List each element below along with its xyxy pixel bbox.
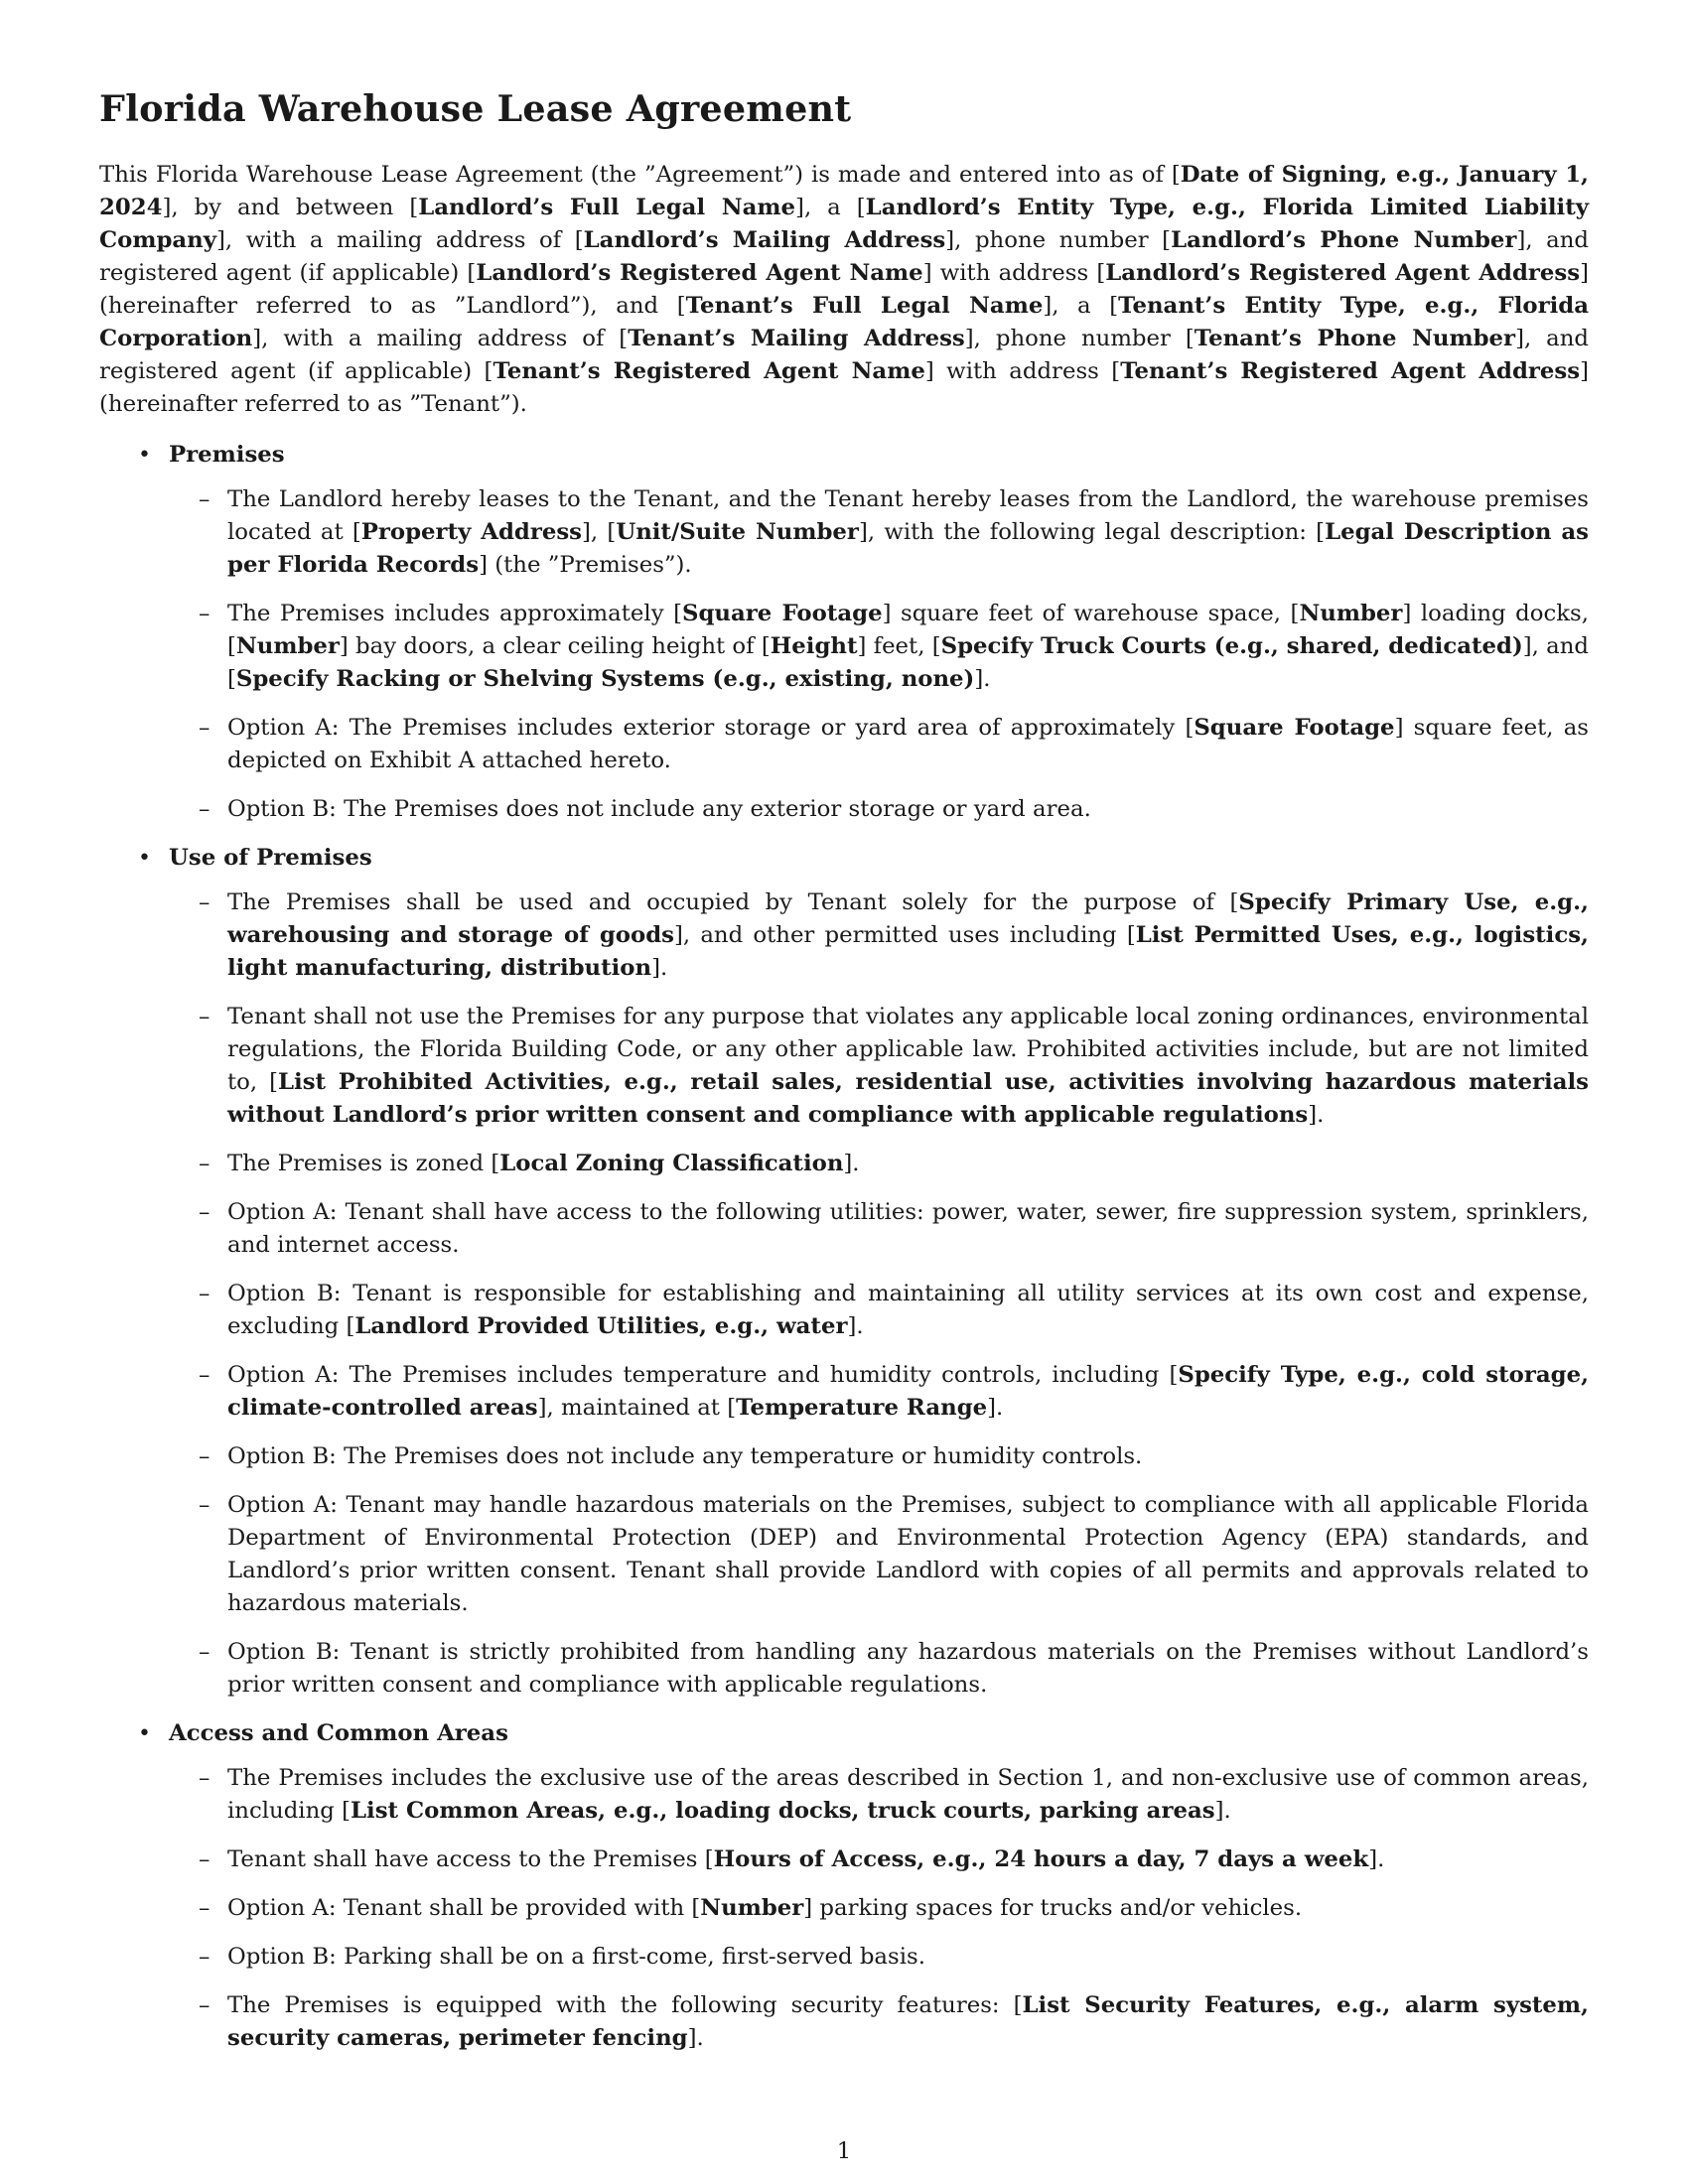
text-run: ]. — [1308, 1102, 1325, 1128]
text-run: ], and [ — [227, 633, 1590, 692]
page-title: Florida Warehouse Lease Agreement — [99, 87, 852, 130]
text-run: ] loading docks, [ — [227, 601, 1590, 659]
text-run: Option A: Tenant shall be provided with [ — [227, 1895, 701, 1921]
placeholder-field: Landlord’s Registered Agent Name — [476, 260, 923, 286]
text-run: Option A: The Premises includes temperature and humidity controls, including [ — [227, 1362, 1179, 1388]
clause-item — [169, 1892, 1589, 1925]
placeholder-field: Property Address — [360, 519, 583, 545]
placeholder-field: Local Zoning Classification — [499, 1151, 844, 1176]
clause-item — [169, 1196, 1589, 1262]
placeholder-field: List Common Areas, e.g., loading docks, truck courts, parking areas — [351, 1798, 1215, 1824]
clause-item — [169, 887, 1589, 985]
placeholder-field: Square Footage — [682, 601, 883, 626]
placeholder-field: Tenant’s Mailing Address — [628, 326, 965, 351]
text-run: Tenant shall not use the Premises for any purpose that violates any applicable local zoning ordinances, environmental regulations, the Florida Building Code, or any other applicable law. Prohibited activities include, but are not limited to, [ — [227, 1004, 1589, 1095]
intro-paragraph — [99, 159, 1589, 421]
text-run: Option B: The Premises does not include any temperature or humidity controls. — [227, 1443, 1143, 1469]
text-run: ], with a mailing address of [ — [216, 227, 584, 253]
placeholder-field: Number — [700, 1895, 804, 1921]
placeholder-field: Landlord’s Registered Agent Address — [1105, 260, 1581, 286]
text-run: ] with address [ — [922, 260, 1106, 286]
placeholder-field: List Prohibited Activities, e.g., retail sales, residential use, activities involving hazardous materials without Landlord’s prior written consent and compliance with applicable regulations — [227, 1069, 1589, 1128]
placeholder-field: Square Footage — [1194, 715, 1395, 741]
text-run: ]. — [1368, 1846, 1385, 1872]
clause-item — [169, 1762, 1589, 1828]
placeholder-field: Legal Description as per Florida Records — [227, 519, 1589, 578]
text-run: ], and registered agent (if applicable) [ — [99, 227, 1589, 286]
text-run: ], maintained at [ — [537, 1395, 737, 1421]
text-run: ], and registered agent (if applicable) [ — [99, 326, 1589, 384]
text-run: ]. — [651, 955, 668, 981]
clause-item — [169, 1843, 1589, 1876]
clause-item — [169, 598, 1589, 696]
text-run: ], [ — [582, 519, 617, 545]
clause-list — [169, 483, 1589, 826]
text-run: ]. — [974, 666, 991, 692]
placeholder-field: Height — [770, 633, 858, 659]
page-number: 1 — [836, 2138, 852, 2164]
clause-item — [169, 1489, 1589, 1620]
section-heading: • Access and Common Areas — [169, 1720, 508, 1746]
text-run: ], a [ — [795, 195, 866, 220]
section-heading: • Use of Premises — [169, 845, 372, 871]
text-run: Tenant shall have access to the Premises [ — [227, 1846, 714, 1872]
document-page — [99, 87, 1589, 2071]
clause-item — [169, 1440, 1589, 1473]
text-run: The Premises is zoned [ — [227, 1151, 500, 1176]
text-run: Option B: Tenant is responsible for establishing and maintaining all utility services at its own cost and expense, excluding [ — [227, 1281, 1589, 1339]
placeholder-field: Number — [1299, 601, 1403, 626]
clause-item — [169, 712, 1589, 777]
clause-item — [169, 1278, 1589, 1343]
clause-item — [169, 1001, 1589, 1132]
section-premises — [99, 439, 1589, 826]
clause-item — [169, 1148, 1589, 1180]
text-run: ] (the ”Premises”). — [479, 552, 692, 578]
clause-item — [169, 793, 1589, 826]
text-run: ], with the following legal description: [ — [858, 519, 1326, 545]
text-run: ], a [ — [1043, 293, 1119, 319]
text-run: ] square feet, as depicted on Exhibit A attached hereto. — [227, 715, 1590, 773]
text-run: ] feet, [ — [857, 633, 941, 659]
text-run: Option B: Tenant is strictly prohibited from handling any hazardous materials on the Premises without Landlord’s prior written consent and compliance with applicable regulations. — [227, 1639, 1589, 1698]
placeholder-field: Number — [235, 633, 340, 659]
placeholder-field: Landlord’s Phone Number — [1171, 227, 1517, 253]
text-run: ] with address [ — [924, 358, 1121, 384]
text-run: The Premises includes the exclusive use of the areas described in Section 1, and non-exclusive use of common areas, including [ — [227, 1765, 1589, 1824]
placeholder-field: Tenant’s Registered Agent Name — [492, 358, 925, 384]
text-run: Option B: The Premises does not include any exterior storage or yard area. — [227, 796, 1091, 822]
text-run: Option A: Tenant may handle hazardous materials on the Premises, subject to compliance with all applicable Florida Department of Environmental Protection (DEP) and Environmental Protection Agency (EPA) standards, and Landlord’s prior written consent. Tenant shall provide Landlord with copies of all permits and approvals related to hazardous materials. — [227, 1492, 1589, 1616]
placeholder-field: Landlord’s Full Legal Name — [418, 195, 796, 220]
text-run: ], and other permitted uses including [ — [674, 922, 1136, 948]
text-run: The Landlord hereby leases to the Tenant, and the Tenant hereby leases from the Landlord, the warehouse premises located at [ — [227, 486, 1589, 545]
text-run: Option B: Parking shall be on a first-come, first-served basis. — [227, 1944, 925, 1970]
placeholder-field: Tenant’s Entity Type, e.g., Florida Corporation — [99, 293, 1589, 351]
clause-item — [169, 1941, 1589, 1974]
text-run: ] (hereinafter referred to as ”Tenant”). — [99, 358, 1589, 417]
text-run: ]. — [843, 1151, 860, 1176]
text-run: ]. — [847, 1313, 864, 1339]
placeholder-field: Landlord Provided Utilities, e.g., water — [354, 1313, 848, 1339]
text-run: The Premises shall be used and occupied by Tenant solely for the purpose of [ — [227, 889, 1239, 915]
placeholder-field: Hours of Access, e.g., 24 hours a day, 7 days a week — [713, 1846, 1369, 1872]
text-run: ], phone number [ — [964, 326, 1195, 351]
text-run: ], with a mailing address of [ — [252, 326, 629, 351]
placeholder-field: Tenant’s Registered Agent Address — [1120, 358, 1581, 384]
text-run: ] (hereinafter referred to as ”Landlord”), and [ — [99, 260, 1589, 319]
text-run: ]. — [687, 2025, 704, 2051]
section-use-of-premises — [99, 842, 1589, 1702]
text-run: ] square feet of warehouse space, [ — [882, 601, 1300, 626]
clause-list — [169, 887, 1589, 1702]
clause-item — [169, 483, 1589, 582]
text-run: ] parking spaces for trucks and/or vehicles. — [803, 1895, 1303, 1921]
placeholder-field: Temperature Range — [736, 1395, 988, 1421]
placeholder-field: List Permitted Uses, e.g., logistics, light manufacturing, distribution — [227, 922, 1589, 981]
text-run: The Premises includes approximately [ — [227, 601, 682, 626]
text-run: ], by and between [ — [162, 195, 419, 220]
placeholder-field: Specify Type, e.g., cold storage, climate-controlled areas — [227, 1362, 1590, 1421]
placeholder-field: Specify Truck Courts (e.g., shared, dedicated) — [940, 633, 1523, 659]
text-run: ]. — [987, 1395, 1004, 1421]
text-run: Option A: Tenant shall have access to the following utilities: power, water, sewer, fire suppression system, sprinklers, and internet access. — [227, 1199, 1589, 1258]
placeholder-field: List Security Features, e.g., alarm system, security cameras, perimeter fencing — [227, 1992, 1589, 2051]
clause-item — [169, 1989, 1589, 2055]
placeholder-field: Tenant’s Full Legal Name — [685, 293, 1044, 319]
text-run: ] bay doors, a clear ceiling height of [ — [339, 633, 771, 659]
placeholder-field: Unit/Suite Number — [616, 519, 859, 545]
placeholder-field: Landlord’s Entity Type, e.g., Florida Limited Liability Company — [99, 195, 1589, 253]
text-run: The Premises is equipped with the following security features: [ — [227, 1992, 1023, 2018]
clause-list — [169, 1762, 1589, 2055]
text-run: This Florida Warehouse Lease Agreement (the ”Agreement”) is made and entered into as of [ — [99, 162, 1181, 188]
clause-item — [169, 1359, 1589, 1425]
placeholder-field: Specify Racking or Shelving Systems (e.g., existing, none) — [235, 666, 975, 692]
section-access-and-common-areas — [99, 1717, 1589, 2055]
placeholder-field: Landlord’s Mailing Address — [583, 227, 946, 253]
text-run: ]. — [1214, 1798, 1231, 1824]
text-run: ], phone number [ — [945, 227, 1172, 253]
placeholder-field: Specify Primary Use, e.g., warehousing and storage of goods — [227, 889, 1589, 948]
section-heading: • Premises — [169, 442, 285, 468]
text-run: Option A: The Premises includes exterior storage or yard area of approximately [ — [227, 715, 1195, 741]
section-list — [99, 439, 1589, 2055]
clause-item — [169, 1636, 1589, 1702]
placeholder-field: Tenant’s Phone Number — [1194, 326, 1516, 351]
placeholder-field: Date of Signing, e.g., January 1, 2024 — [99, 162, 1589, 220]
